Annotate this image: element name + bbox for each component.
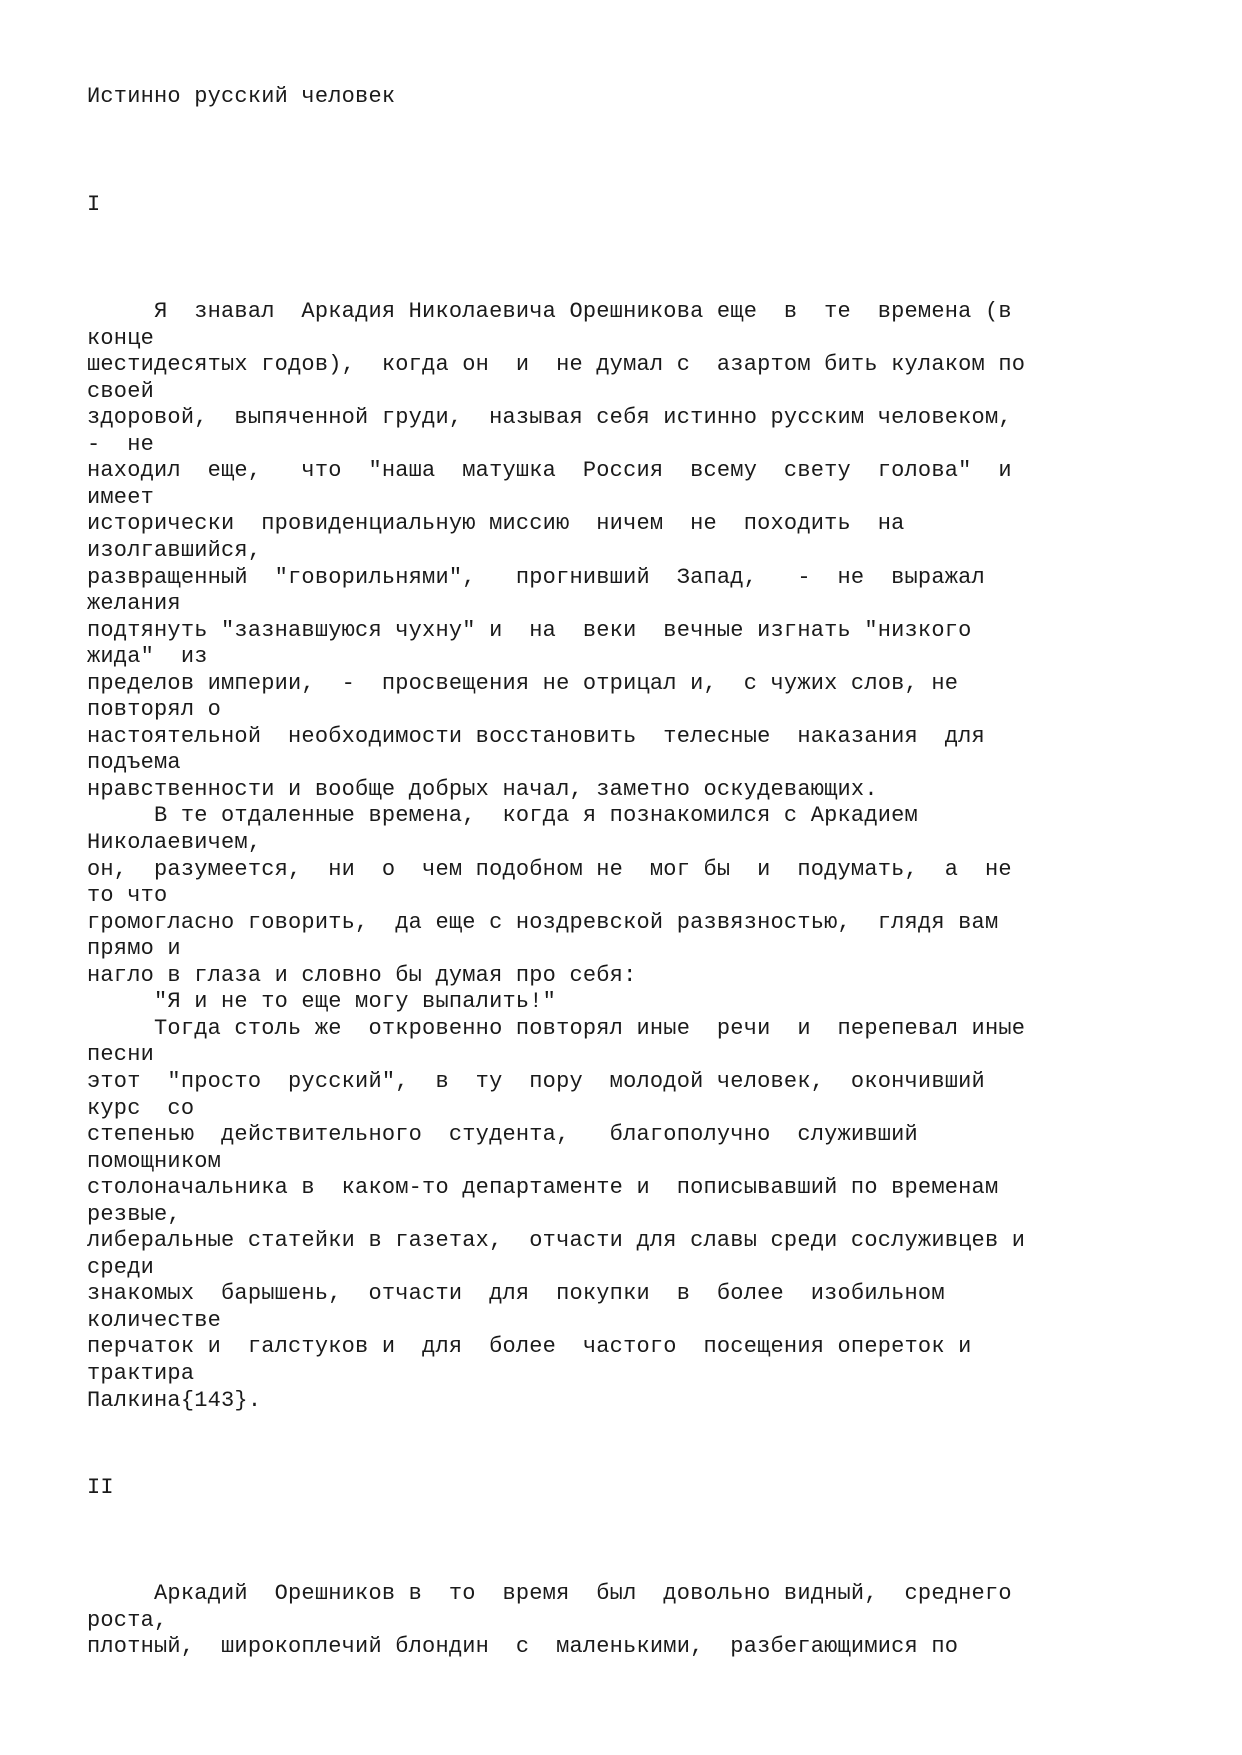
text-line: "Я и не то еще могу выпалить!"	[87, 989, 557, 1015]
text-line: жида" из	[87, 644, 208, 670]
text-line: песни	[87, 1042, 155, 1068]
text-line: Тогда столь же откровенно повторял иные речи и перепевал иные	[87, 1015, 1026, 1041]
text-line: то что	[87, 883, 168, 909]
section-heading-1: I	[87, 192, 101, 217]
text-line: Палкина{143}.	[87, 1387, 262, 1413]
text-line: количестве	[87, 1307, 222, 1333]
text-line: нагло в глаза и словно бы думая про себя:	[87, 962, 637, 988]
text-line: он, разумеется, ни о чем подобном не мог бы и подумать, а не	[87, 856, 1012, 882]
text-line: подъема	[87, 750, 181, 776]
text-line: роста,	[87, 1607, 168, 1633]
text-line: конце	[87, 325, 155, 351]
text-line: либеральные статейки в газетах, отчасти для славы среди сослуживцев и	[87, 1228, 1026, 1254]
text-line: находил еще, что "наша матушка Россия всему свету голова" и	[87, 458, 1012, 484]
text-line: желания	[87, 591, 181, 617]
text-line: столоначальника в каком-то департаменте и пописывавший по временам	[87, 1175, 999, 1201]
text-line: повторял о	[87, 697, 222, 723]
text-line: трактира	[87, 1361, 195, 1386]
text-line: своей	[87, 378, 155, 404]
text-line: среди	[87, 1254, 155, 1280]
text-line: курс со	[87, 1095, 195, 1121]
text-line: Николаевичем,	[87, 830, 262, 855]
text-line: степенью действительного студента, благополучно служивший	[87, 1122, 918, 1148]
text-line: прямо и	[87, 936, 181, 962]
text-line: знакомых барышень, отчасти для покупки в более изобильном	[87, 1281, 945, 1307]
text-line: здоровой, выпяченной груди, называя себя истинно русским человеком,	[87, 405, 1012, 431]
text-line: подтянуть "зазнавшуюся чухну" и на веки вечные изгнать "низкого	[87, 617, 972, 643]
text-line: - не	[87, 431, 155, 457]
text-line: изолгавшийся,	[87, 537, 262, 563]
text-line: развращенный "говорильнями", прогнивший Запад, - не выражал	[87, 564, 985, 590]
text-line: плотный, широкоплечий блондин с маленькими, разбегающимися по	[87, 1634, 959, 1659]
text-line: Я знавал Аркадия Николаевича Орешникова еще в те времена (в	[87, 299, 1012, 324]
text-line: исторически провиденциальную миссию ничем не походить на	[87, 511, 905, 537]
text-line: настоятельной необходимости восстановить телесные наказания для	[87, 723, 985, 749]
document-title: Истинно русский человек	[87, 84, 396, 109]
text-line: В те отдаленные времена, когда я познакомился с Аркадием	[87, 803, 918, 829]
text-line: шестидесятых годов), когда он и не думал с азартом бить кулаком по	[87, 352, 1026, 378]
text-line: пределов империи, - просвещения не отрицал и, с чужих слов, не	[87, 670, 959, 696]
section-heading-2: II	[87, 1475, 114, 1500]
text-line: имеет	[87, 484, 155, 510]
text-line: этот "просто русский", в ту пору молодой человек, окончивший	[87, 1068, 985, 1094]
text-line: помощником	[87, 1148, 222, 1174]
text-line: резвые,	[87, 1201, 181, 1227]
text-line: громогласно говорить, да еще с ноздревской развязностью, глядя вам	[87, 909, 999, 935]
text-line: Аркадий Орешников в то время был довольно видный, среднего	[87, 1581, 1012, 1606]
text-line: перчаток и галстуков и для более частого посещения опереток и	[87, 1334, 972, 1360]
text-line: нравственности и вообще добрых начал, заметно оскудевающих.	[87, 776, 878, 802]
